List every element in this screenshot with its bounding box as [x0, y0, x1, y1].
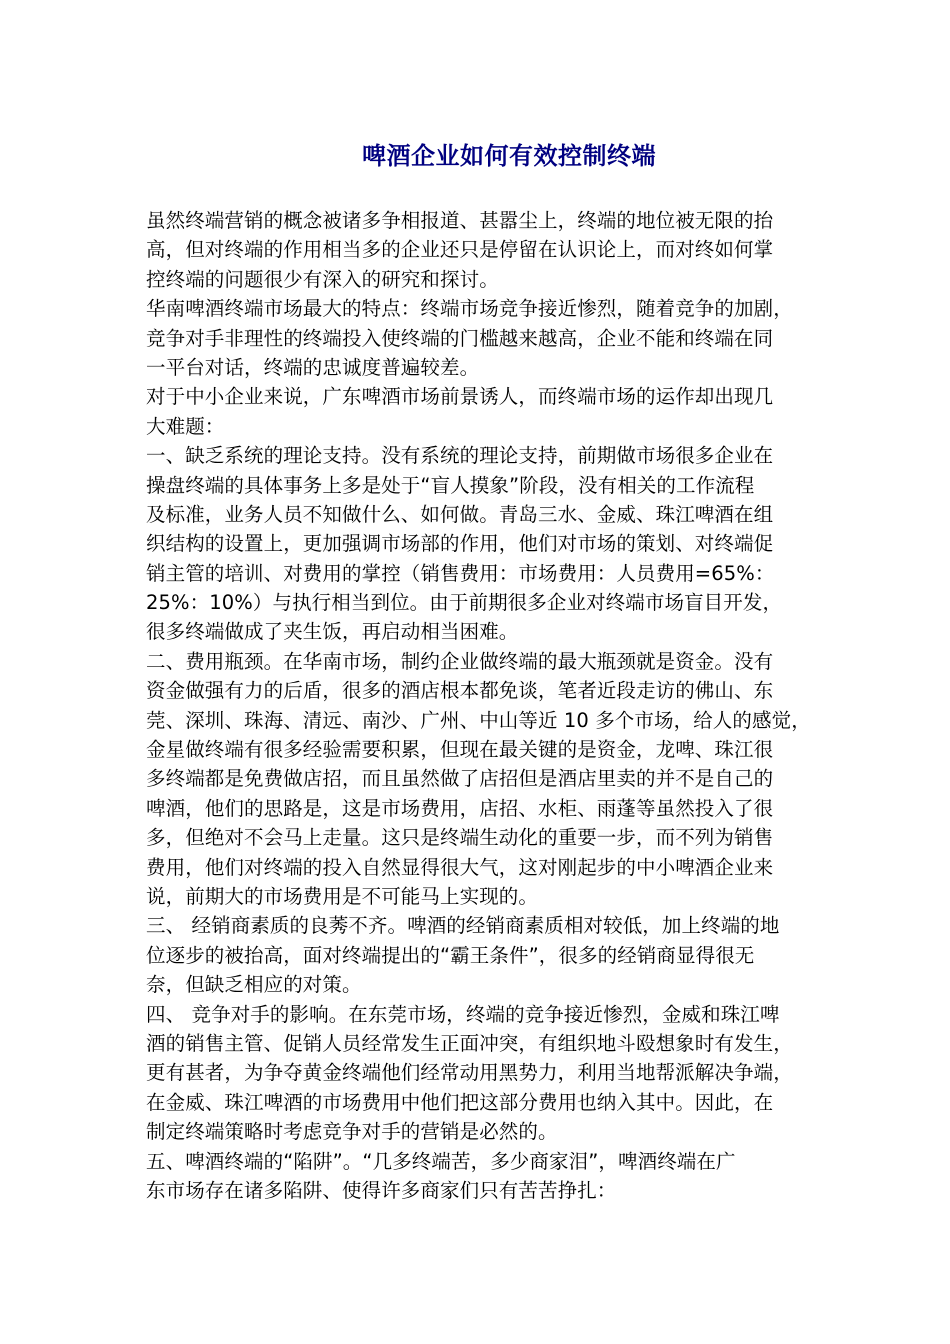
body-line: 25%：10%）与执行相当到位。由于前期很多企业对终端市场盲目开发，: [146, 591, 783, 615]
body-line: 虽然终端营销的概念被诸多争相报道、甚嚣尘上，终端的地位被无限的抬: [146, 209, 774, 232]
body-line: 啤酒，他们的思路是，这是市场费用，店招、水柜、雨蓬等虽然投入了很: [146, 796, 774, 820]
document-title: 啤酒企业如何有效控制终端: [362, 142, 656, 170]
body-line: 二、费用瓶颈。在华南市场，制约企业做终端的最大瓶颈就是资金。没有: [146, 649, 774, 673]
body-line: 操盘终端的具体事务上多是处于“盲人摸象”阶段，没有相关的工作流程: [146, 473, 755, 497]
body-line: 位逐步的被抬高，面对终端提出的“霸王条件”，很多的经销商显得很无: [146, 943, 755, 967]
body-line: 很多终端做成了夹生饭，再启动相当困难。: [146, 620, 519, 644]
body-line: 多终端都是免费做店招，而且虽然做了店招但是酒店里卖的并不是自己的: [146, 767, 774, 791]
body-line: 织结构的设置上，更加强调市场部的作用，他们对市场的策划、对终端促: [146, 532, 774, 556]
body-line: 一平台对话，终端的忠诚度普遍较差。: [146, 355, 480, 379]
body-line: 资金做强有力的后盾，很多的酒店根本都免谈，笔者近段走访的佛山、东: [146, 679, 774, 703]
body-line: 酒的销售主管、促销人员经常发生正面冲突，有组织地斗殴想象时有发生，: [146, 1031, 793, 1055]
body-line: 华南啤酒终端市场最大的特点：终端市场竞争接近惨烈，随着竞争的加剧，: [146, 297, 793, 321]
body-line: 五、啤酒终端的“陷阱”。“几多终端苦，多少商家泪”，啤酒终端在广: [146, 1149, 736, 1173]
body-line: 金星做终端有很多经验需要积累，但现在最关键的是资金，龙啤、珠江很: [146, 738, 774, 762]
body-line: 三、 经销商素质的良莠不齐。啤酒的经销商素质相对较低，加上终端的地: [146, 914, 780, 938]
document-body: [146, 206, 886, 1205]
body-line: 多，但绝对不会马上走量。这只是终端生动化的重要一步，而不列为销售: [146, 826, 774, 850]
body-line: 对于中小企业来说，广东啤酒市场前景诱人，而终端市场的运作却出现几: [146, 385, 774, 409]
body-line: 说，前期大的市场费用是不可能马上实现的。: [146, 884, 539, 908]
body-line: 奈，但缺乏相应的对策。: [146, 973, 362, 997]
body-line: 一、缺乏系统的理论支持。没有系统的理论支持，前期做市场很多企业在: [146, 444, 774, 468]
body-line: 及标准，业务人员不知做什么、如何做。青岛三水、金威、珠江啤酒在组: [146, 502, 774, 526]
body-line: 大难题：: [146, 414, 225, 438]
body-line: 控终端的问题很少有深入的研究和探讨。: [146, 267, 499, 291]
body-line: 东市场存在诸多陷阱、使得许多商家们只有苦苦挣扎：: [146, 1178, 617, 1202]
body-line: 销主管的培训、对费用的掌控（销售费用：市场费用：人员费用=65%：: [146, 561, 775, 585]
body-line: 竞争对手非理性的终端投入使终端的门槛越来越高，企业不能和终端在同: [146, 326, 774, 350]
body-line: 莞、深圳、珠海、清远、南沙、广州、中山等近 10 多个市场，给人的感觉，: [146, 708, 811, 732]
body-line: 四、 竞争对手的影响。在东莞市场，终端的竞争接近惨烈，金威和珠江啤: [146, 1002, 780, 1026]
body-line: 更有甚者，为争夺黄金终端他们经常动用黑势力，利用当地帮派解决争端，: [146, 1061, 793, 1085]
body-line: 高，但对终端的作用相当多的企业还只是停留在认识论上，而对终如何掌: [146, 238, 774, 262]
body-line: 制定终端策略时考虑竞争对手的营销是必然的。: [146, 1120, 558, 1144]
body-line: 费用，他们对终端的投入自然显得很大气，这对刚起步的中小啤酒企业来: [146, 855, 774, 879]
body-line: 在金威、珠江啤酒的市场费用中他们把这部分费用也纳入其中。因此，在: [146, 1090, 774, 1114]
